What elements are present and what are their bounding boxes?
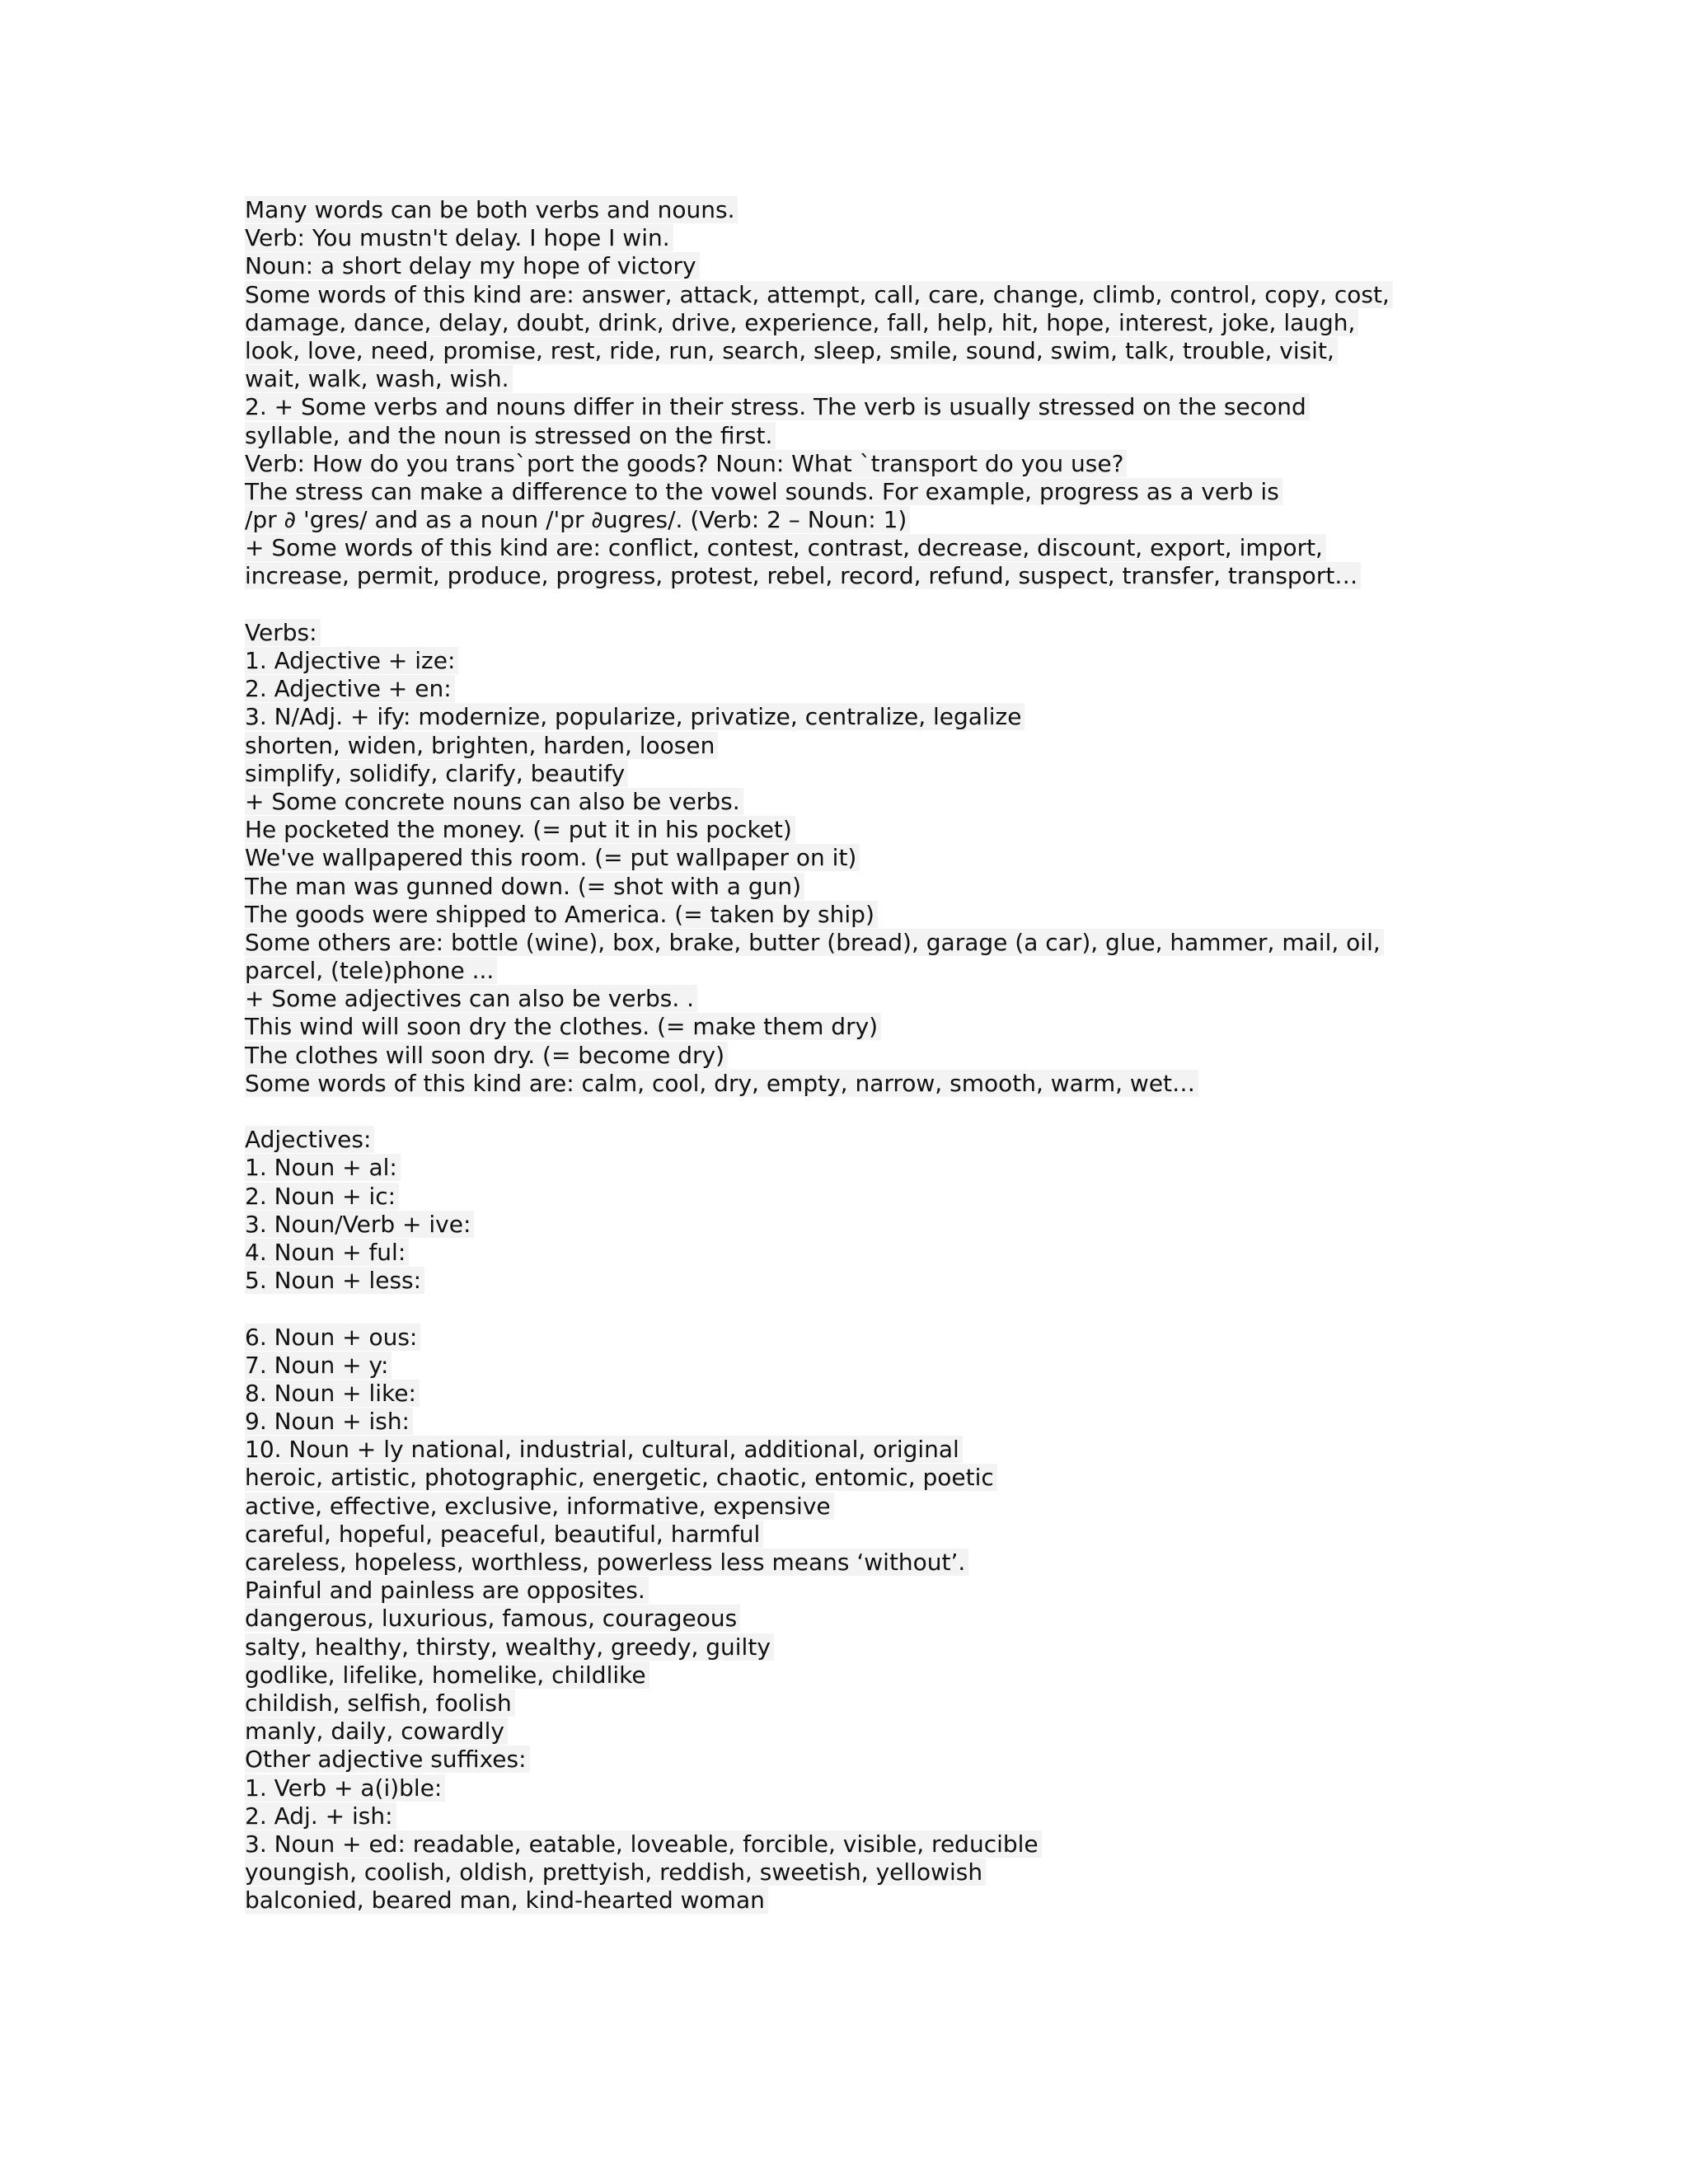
text-line: The stress can make a difference to the vowel sounds. For example, progress as a verb is xyxy=(245,478,1481,506)
text-line: The goods were shipped to America. (= taken by ship) xyxy=(245,901,1481,929)
text-line: This wind will soon dry the clothes. (= make them dry) xyxy=(245,1013,1481,1041)
text-line: Many words can be both verbs and nouns. xyxy=(245,196,1481,224)
text-line: He pocketed the money. (= put it in his pocket) xyxy=(245,816,1481,844)
text-line: salty, healthy, thirsty, wealthy, greedy, guilty xyxy=(245,1633,1481,1661)
section-verbs xyxy=(245,619,1481,1098)
text-line: /pr ∂ 'gres/ and as a noun /'pr ∂ugres/. (Verb: 2 – Noun: 1) xyxy=(245,506,1481,534)
text-line: shorten, widen, brighten, harden, loosen xyxy=(245,732,1481,760)
text-line: childish, selfish, foolish xyxy=(245,1690,1481,1718)
text-line: careless, hopeless, worthless, powerless less means ‘without’. xyxy=(245,1549,1481,1577)
text-line: + Some adjectives can also be verbs. . xyxy=(245,985,1481,1013)
text-line: 4. Noun + ful: xyxy=(245,1239,1481,1267)
text-line: 8. Noun + like: xyxy=(245,1380,1481,1408)
text-line: active, effective, exclusive, informative, expensive xyxy=(245,1493,1481,1521)
section-nouns-and-verbs xyxy=(245,196,1481,591)
text-line: look, love, need, promise, rest, ride, run, search, sleep, smile, sound, swim, talk, trouble, visit, xyxy=(245,337,1481,365)
paragraph-gap xyxy=(245,1098,1481,1126)
text-line: 3. Noun/Verb + ive: xyxy=(245,1211,1481,1239)
text-line: 5. Noun + less: xyxy=(245,1267,1481,1295)
text-line: syllable, and the noun is stressed on the first. xyxy=(245,422,1481,450)
section-adjectives xyxy=(245,1126,1481,1295)
text-line: The man was gunned down. (= shot with a gun) xyxy=(245,873,1481,901)
paragraph-gap xyxy=(245,591,1481,619)
text-line: + Some concrete nouns can also be verbs. xyxy=(245,788,1481,816)
text-line: increase, permit, produce, progress, protest, rebel, record, refund, suspect, transfer, transport… xyxy=(245,562,1481,590)
text-line: 2. + Some verbs and nouns differ in their stress. The verb is usually stressed on the second xyxy=(245,393,1481,421)
text-line: godlike, lifelike, homelike, childlike xyxy=(245,1661,1481,1690)
text-line: Verb: You mustn't delay. I hope I win. xyxy=(245,224,1481,252)
text-line: 3. Noun + ed: readable, eatable, loveable, forcible, visible, reducible xyxy=(245,1830,1481,1858)
text-line: Some others are: bottle (wine), box, brake, butter (bread), garage (a car), glue, hammer, mail, oil, xyxy=(245,929,1481,957)
text-line: Painful and painless are opposites. xyxy=(245,1577,1481,1605)
text-line: Noun: a short delay my hope of victory xyxy=(245,252,1481,280)
text-line: dangerous, luxurious, famous, courageous xyxy=(245,1605,1481,1633)
text-line: 1. Adjective + ize: xyxy=(245,647,1481,675)
text-line: 1. Verb + a(i)ble: xyxy=(245,1774,1481,1802)
text-line: 6. Noun + ous: xyxy=(245,1324,1481,1352)
text-line: The clothes will soon dry. (= become dry) xyxy=(245,1042,1481,1070)
text-line: 1. Noun + al: xyxy=(245,1154,1481,1182)
text-line: Some words of this kind are: answer, attack, attempt, call, care, change, climb, control, copy, cost, xyxy=(245,281,1481,309)
section-heading-other-suffixes: Other adjective suffixes: xyxy=(245,1746,1481,1774)
text-line: 3. N/Adj. + ify: modernize, popularize, privatize, centralize, legalize xyxy=(245,703,1481,731)
text-line: 10. Noun + ly national, industrial, cultural, additional, original xyxy=(245,1436,1481,1464)
text-line: 2. Adj. + ish: xyxy=(245,1802,1481,1830)
text-line: 2. Adjective + en: xyxy=(245,675,1481,703)
text-line: 7. Noun + y: xyxy=(245,1352,1481,1380)
text-line: Verb: How do you trans`port the goods? Noun: What `transport do you use? xyxy=(245,450,1481,478)
text-line: heroic, artistic, photographic, energetic, chaotic, entomic, poetic xyxy=(245,1464,1481,1492)
text-line: wait, walk, wash, wish. xyxy=(245,365,1481,393)
section-heading-verbs: Verbs: xyxy=(245,619,1481,647)
text-line: We've wallpapered this room. (= put wallpaper on it) xyxy=(245,844,1481,872)
paragraph-gap xyxy=(245,1295,1481,1323)
text-line: balconied, beared man, kind-hearted woman xyxy=(245,1886,1481,1915)
text-line: simplify, solidify, clarify, beautify xyxy=(245,760,1481,788)
text-line: + Some words of this kind are: conflict, contest, contrast, decrease, discount, export, import, xyxy=(245,534,1481,562)
text-line: parcel, (tele)phone ... xyxy=(245,957,1481,985)
text-line: 2. Noun + ic: xyxy=(245,1183,1481,1211)
text-line: Some words of this kind are: calm, cool, dry, empty, narrow, smooth, warm, wet… xyxy=(245,1070,1481,1098)
text-line: manly, daily, cowardly xyxy=(245,1718,1481,1746)
text-line: 9. Noun + ish: xyxy=(245,1408,1481,1436)
text-line: careful, hopeful, peaceful, beautiful, harmful xyxy=(245,1521,1481,1549)
text-line: youngish, coolish, oldish, prettyish, reddish, sweetish, yellowish xyxy=(245,1858,1481,1886)
section-adjectives-continued xyxy=(245,1324,1481,1915)
text-line: damage, dance, delay, doubt, drink, drive, experience, fall, help, hit, hope, interest, joke, laugh, xyxy=(245,309,1481,337)
document-body xyxy=(245,196,1481,1915)
section-heading-adjectives: Adjectives: xyxy=(245,1126,1481,1154)
